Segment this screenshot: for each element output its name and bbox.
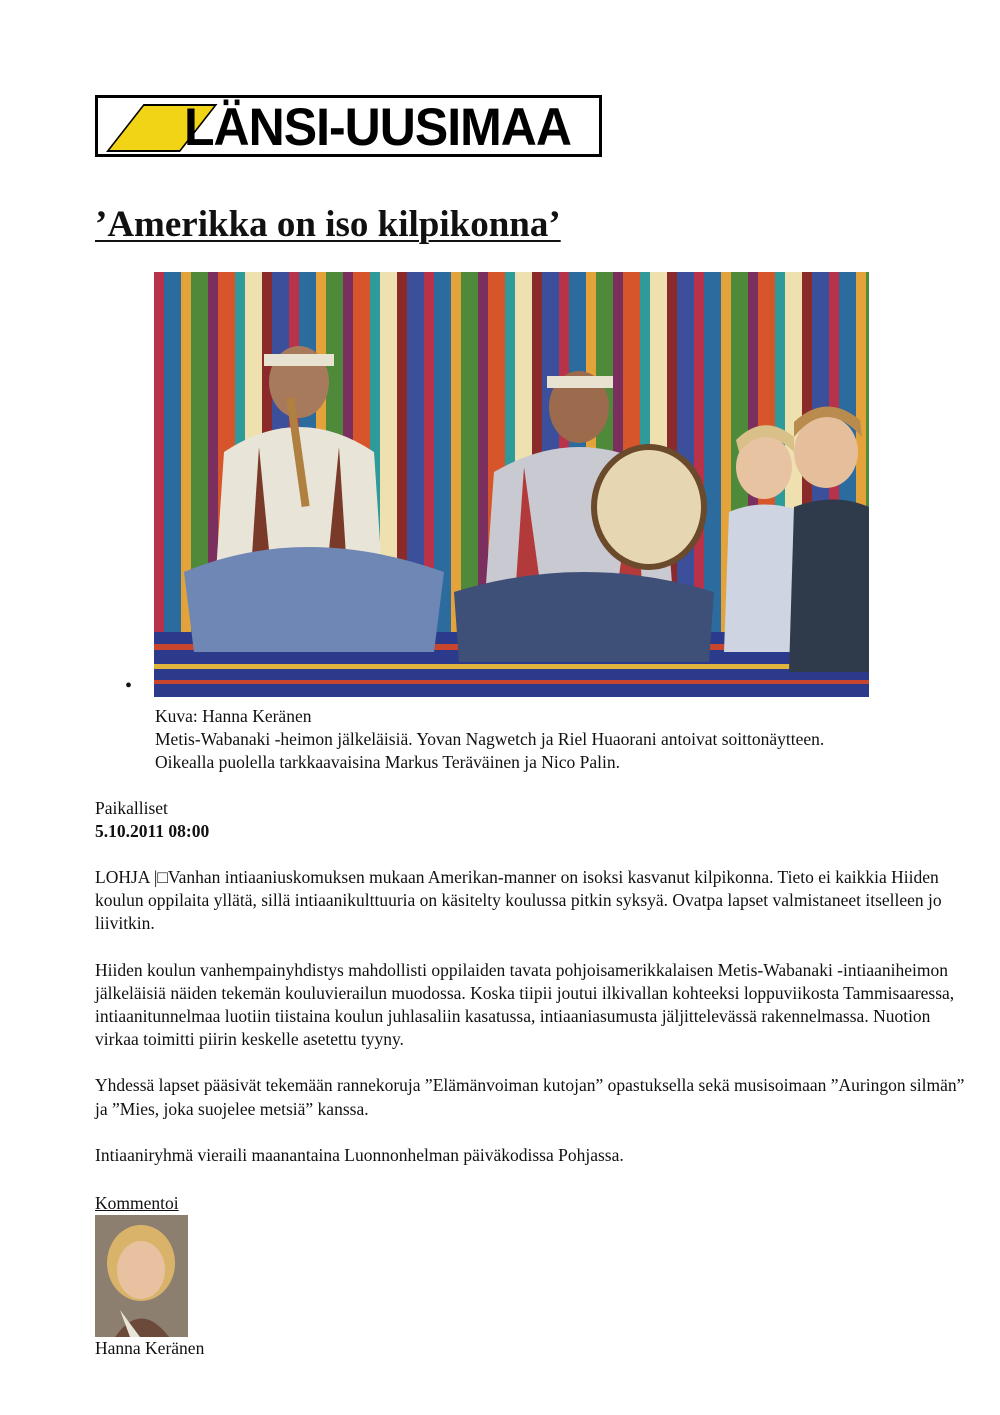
photo-caption [155,705,824,774]
publish-date: 5.10.2011 08:00 [95,821,210,841]
section-label: Paikalliset [95,798,168,818]
comment-link[interactable]: Kommentoi [95,1193,179,1213]
masthead-name: LÄNSI-UUSIMAA [184,97,571,157]
avatar-illustration [95,1215,188,1337]
photo-credit: Kuva: Hanna Keränen [155,706,312,726]
masthead-logo [95,95,602,157]
article-paragraph: Yhdessä lapset pääsivät tekemään rannekoruja ”Elämänvoiman kutojan” opastuksella sekä musisoimaan ”Auringon silmän” ja ”Mies, joka suojelee metsiä” kanssa. [95,1075,965,1119]
article-meta [95,797,209,843]
author-name: Hanna Keränen [95,1338,205,1358]
photo-illustration [154,272,869,697]
caption-line: Oikealla puolella tarkkaavaisina Markus Teräväinen ja Nico Palin. [155,752,620,772]
article-headline: ’Amerikka on iso kilpikonna’ [95,204,561,245]
author-avatar [95,1215,188,1337]
caption-line: Metis-Wabanaki -heimon jälkeläisiä. Yovan Nagwetch ja Riel Huaorani antoivat soittonäytteen. [155,729,825,749]
list-bullet: • [125,675,133,697]
article-body [95,866,965,1190]
article-photo [154,272,869,697]
article-paragraph: Hiiden koulun vanhempainyhdistys mahdollisti oppilaiden tavata pohjoisamerikkalaisen Metis-Wabanaki -intiaaniheimon jälkeläisiä näiden tekemän kouluvierailun muodossa. Koska tiipii joutui ilkivallan kohteeksi loppuviikosta Tammisaaressa, intiaanitunnelmaa luotiin tiistaina koulun juhlasaliin kasatussa, intiaaniasumusta jäljittelevässä rakennelmassa. Nuotion virkaa toimitti piirin keskelle asetettu tyyny. [95,959,955,1050]
article-paragraph: Intiaaniryhmä vieraili maanantaina Luonnonhelman päiväkodissa Pohjassa. [95,1144,624,1165]
article-paragraph: LOHJA |□Vanhan intiaaniuskomuksen mukaan Amerikan-manner on isoksi kasvanut kilpikonna. Tieto ei kaikkia Hiiden koulun oppilaita yllätä, sillä intiaanikulttuuria on käsitelty koulussa pitkin syksyä. Ovatpa lapset valmistaneet itselleen jo liivitkin. [95,867,942,934]
